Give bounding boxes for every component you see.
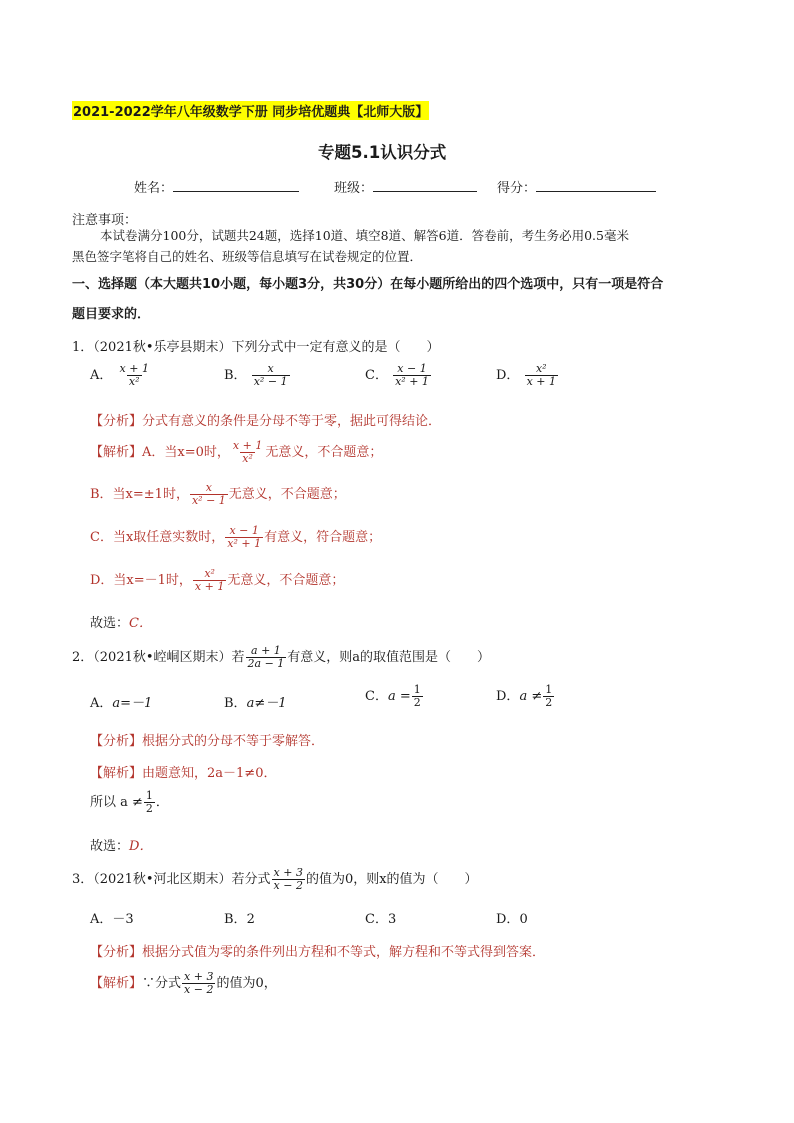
- score-label: 得分：: [497, 181, 537, 196]
- q2-option-c[interactable]: C．a = $\frac{1}{2}$: [365, 683, 421, 709]
- notice-line-1: 本试卷满分100分，试题共24题，选择10道、填空8道、解答6道．答卷前，考生务必用0.5毫米: [100, 228, 629, 243]
- class-field: [334, 177, 477, 196]
- q1-analysis: 【分析】分式有意义的条件是分母不等于零，据此可得结论．: [90, 414, 442, 429]
- q3-option-a[interactable]: A．－3: [90, 912, 134, 927]
- q3-analysis: 【分析】根据分式值为零的条件列出方程和不等式，解方程和不等式得到答案．: [90, 945, 546, 960]
- q1-option-b[interactable]: B． $\frac{x}{\text{x² − 1}}$: [224, 362, 288, 388]
- section-heading-line-2: 题目要求的．: [72, 307, 151, 322]
- q2-answer: 故选：D．: [90, 839, 153, 854]
- q1-solution-d: D．当x=－1时， $\frac{\text{x²}}{x + 1}$ 无意义，不合题意；: [90, 567, 345, 593]
- name-blank[interactable]: [173, 179, 299, 192]
- q1-solution-c: C．当x取任意实数时， $\frac{x - 1}{\text{x² + 1}}$ 有意义，符合题意；: [90, 524, 382, 550]
- notice-label: 注意事项：: [72, 213, 138, 228]
- q2-solution: 【解析】由题意知，2a－1≠0．: [90, 766, 277, 781]
- q2-conclusion: 所以 a ≠ $\frac{1}{2}$ ．: [90, 789, 169, 815]
- q3-option-d[interactable]: D．0: [496, 912, 528, 927]
- name-field: [134, 177, 299, 196]
- score-field: [497, 177, 656, 196]
- name-label: 姓名：: [134, 181, 174, 196]
- q3-solution: 【解析】∵分式 $\frac{x + 3}{x - 2}$ 的值为0，: [90, 970, 277, 996]
- q3-stem: 3．（2021秋•河北区期末）若分式 $\frac{x + 3}{x - 2}$ 的值为0，则x的值为（ ）: [72, 866, 478, 892]
- q2-stem: 2．（2021秋•崆峒区期末）若 $\frac{a + 1}{2a - 1}$ 有意义，则a的取值范围是（ ）: [72, 644, 491, 670]
- q3-option-c[interactable]: C．3: [365, 912, 397, 927]
- q1-solution-b: B．当x=±1时， $\frac{x}{\text{x² − 1}}$ 无意义，不合题意；: [90, 481, 346, 507]
- q2-option-b[interactable]: B．a≠－1: [224, 696, 287, 711]
- q2-analysis: 【分析】根据分式的分母不等于零解答．: [90, 734, 325, 749]
- section-heading-line-1: 一、选择题（本大题共10小题，每小题3分，共30分）在每小题所给出的四个选项中，只有一项是符合: [72, 277, 664, 292]
- q2-option-d[interactable]: D．a ≠ $\frac{1}{2}$: [496, 683, 553, 709]
- q1-option-a[interactable]: A． $\frac{x + 1}{\text{x²}}$: [90, 362, 149, 388]
- q1-option-c[interactable]: C． $\frac{x - 1}{\text{x² + 1}}$: [365, 362, 429, 388]
- q3-option-b[interactable]: B．2: [224, 912, 255, 927]
- q2-option-a[interactable]: A．a=－1: [90, 696, 153, 711]
- q1-option-d[interactable]: D． $\frac{\text{x²}}{x + 1}$: [496, 362, 556, 388]
- q1-stem: 1．（2021秋•乐亭县期末）下列分式中一定有意义的是（ ）: [72, 340, 440, 355]
- score-blank[interactable]: [536, 179, 656, 192]
- class-label: 班级：: [334, 181, 374, 196]
- q1-solution-a: 【解析】A．当x=0时， $\frac{x + 1}{\text{x²}}$ 无意义，不合题意；: [90, 439, 383, 465]
- notice-line-2: 黑色签字笔将自己的姓名、班级等信息填写在试卷规定的位置．: [72, 249, 423, 264]
- class-blank[interactable]: [373, 179, 477, 192]
- page-title: 专题5.1认识分式: [318, 143, 447, 162]
- header-banner: 2021-2022学年八年级数学下册 同步培优题典【北师大版】: [72, 101, 429, 120]
- q1-answer: 故选：C．: [90, 616, 152, 631]
